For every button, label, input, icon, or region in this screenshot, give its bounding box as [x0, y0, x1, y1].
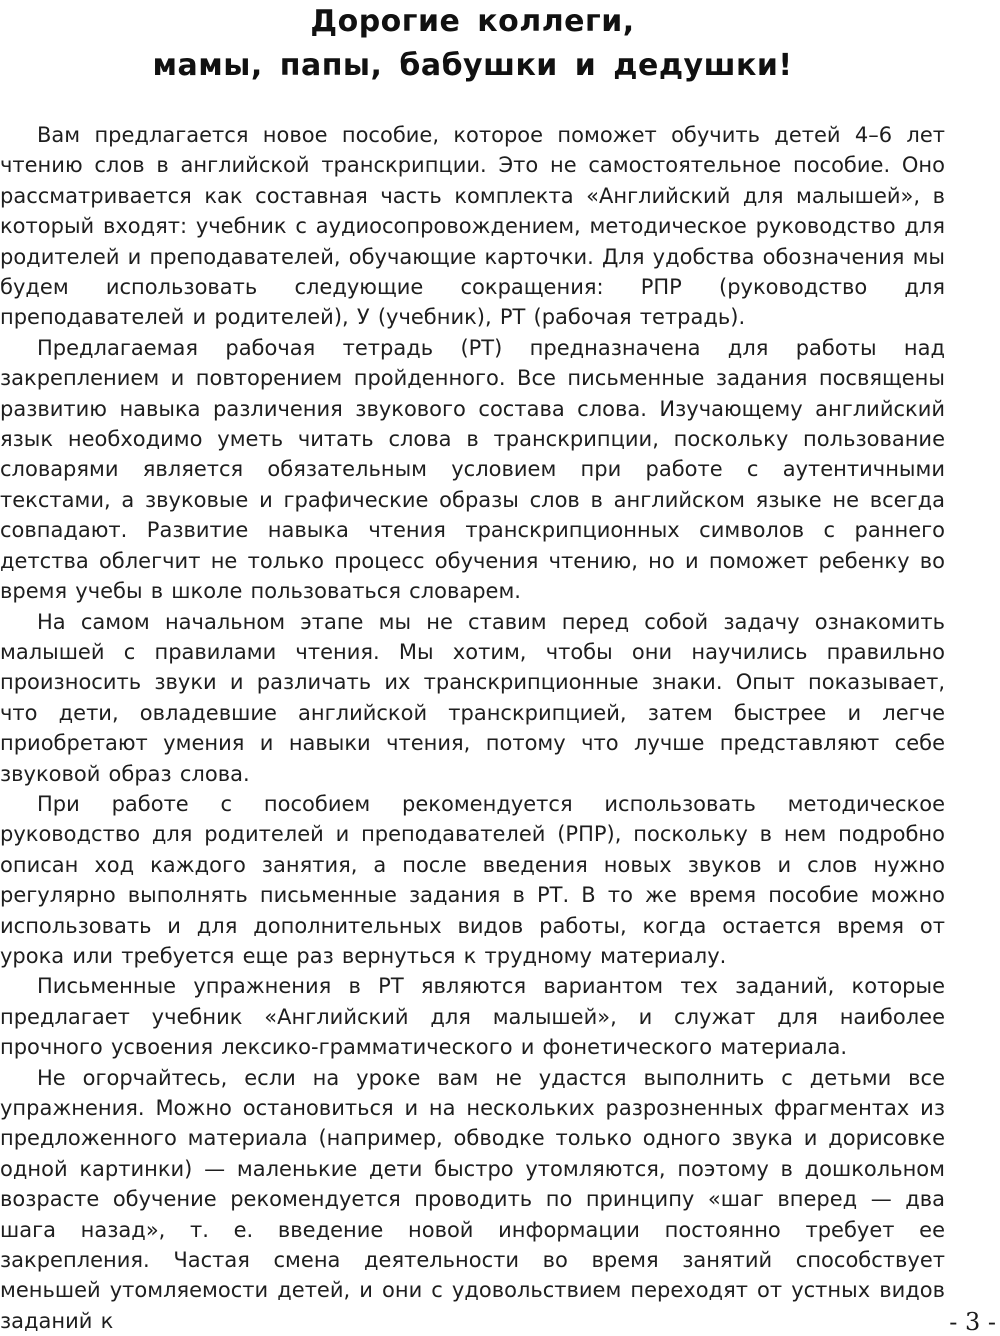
paragraph: При работе с пособием рекомендуется использовать методическое руководство для родителей и преподавателей (РПР), поскольку в нем подробно описан ход каждого занятия, а после введения новых звуков и слов нужно регулярно выполнять письменные задания в РТ. В то же время пособие можно использовать и для дополнительных видов работы, когда остается время от урока или требуется еще раз вернуться к трудному материалу.: [0, 791, 945, 968]
paragraph: Письменные упражнения в РТ являются вариантом тех заданий, которые предлагает учебник «Английский для малышей», и служат для наиболее прочного усвоения лексико-грамматического и фонетического материала.: [0, 974, 945, 1060]
paragraph: На самом начальном этапе мы не ставим перед собой задачу ознакомить малышей с правилами чтения. Мы хотим, чтобы они научились правильно произносить звуки и различать их транскрипционные знаки. Опыт показывает, что дети, овладевшие английской транскрипцией, затем быстрее и легче приобретают умения и навыки чтения, потому что лучше представляют себе звуковой образ слова.: [0, 609, 945, 786]
page-number: - 3 -: [949, 1308, 996, 1336]
body-text: [0, 120, 945, 1336]
title-line-1: Дорогие коллеги,: [310, 4, 635, 39]
paragraph: Вам предлагается новое пособие, которое поможет обучить детей 4–6 лет чтению слов в английской транскрипции. Это не самостоятельное пособие. Оно рассматривается как составная часть комплекта «Английский для малышей», в который входят: учебник с аудиосопровождением, методическое руководство для родителей и преподавателей, обучающие карточки. Для удобства обозначения мы будем использовать следующие сокращения: РПР (руководство для преподавателей и родителей), У (учебник), РТ (рабочая тетрадь).: [0, 123, 945, 330]
title-line-2: мамы, папы, бабушки и дедушки!: [152, 48, 793, 83]
paragraph: Не огорчайтесь, если на уроке вам не удастся выполнить с детьми все упражнения. Можно остановиться и на нескольких разрозненных фрагментах из предложенного материала (например, обводке только одного звука и дорисовке одной картинки) — маленькие дети быстро утомляются, поэтому в дошкольном возрасте обучение рекомендуется проводить по принципу «шаг вперед — два шага назад», т. е. введение новой информации постоянно требует ее закрепления. Частая смена деятельности во время занятий способствует меньшей утомляемости детей, и они с удовольствием переходят от устных видов заданий к: [0, 1065, 945, 1333]
page-title: [0, 0, 945, 88]
paragraph: Предлагаемая рабочая тетрадь (РТ) предназначена для работы над закреплением и повторением пройденного. Все письменные задания посвящены развитию навыка различения звукового состава слова. Изучающему английский язык необходимо уметь читать слова в транскрипции, поскольку пользование словарями является обязательным условием при работе с аутентичными текстами, а звуковые и графические образы слов в английском языке не всегда совпадают. Развитие навыка чтения транскрипционных символов с раннего детства облегчит не только процесс обучения чтению, но и поможет ребенку во время учебы в школе пользоваться словарем.: [0, 335, 945, 604]
